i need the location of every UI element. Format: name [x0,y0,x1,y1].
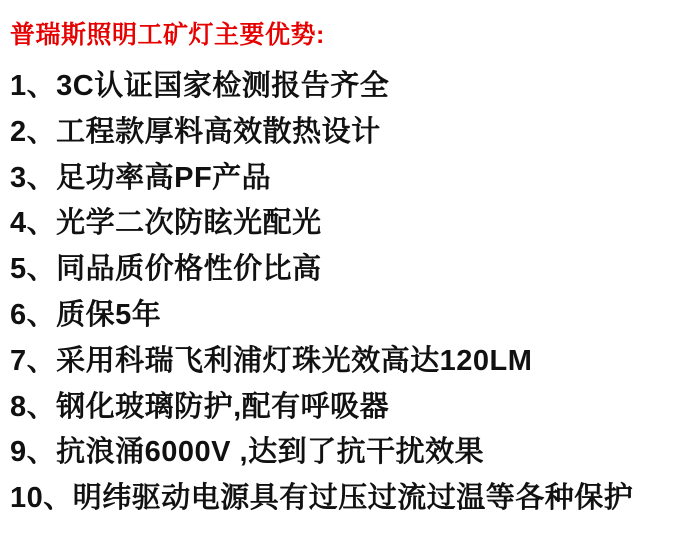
advantages-list [10,64,670,522]
list-item: 1、3C认证国家检测报告齐全 [10,70,390,102]
list-item: 3、足功率高PF产品 [10,161,272,194]
list-item: 2、工程款厚料高效散热设计 [10,115,381,148]
list-item: 5、同品质价格性价比高 [10,253,322,286]
list-item: 4、光学二次防眩光配光 [10,207,322,240]
list-item: 8、钢化玻璃防护,配有呼吸器 [10,390,390,423]
list-item: 9、抗浪涌6000V ,达到了抗干扰效果 [10,436,485,469]
list-item: 6、质保5年 [10,298,162,331]
page-title: 普瑞斯照明工矿灯主要优势: [10,21,325,49]
list-item: 7、采用科瑞飞利浦灯珠光效高达120LM [10,344,533,377]
list-item: 10、明纬驱动电源具有过压过流过温等各种保护 [10,482,634,515]
